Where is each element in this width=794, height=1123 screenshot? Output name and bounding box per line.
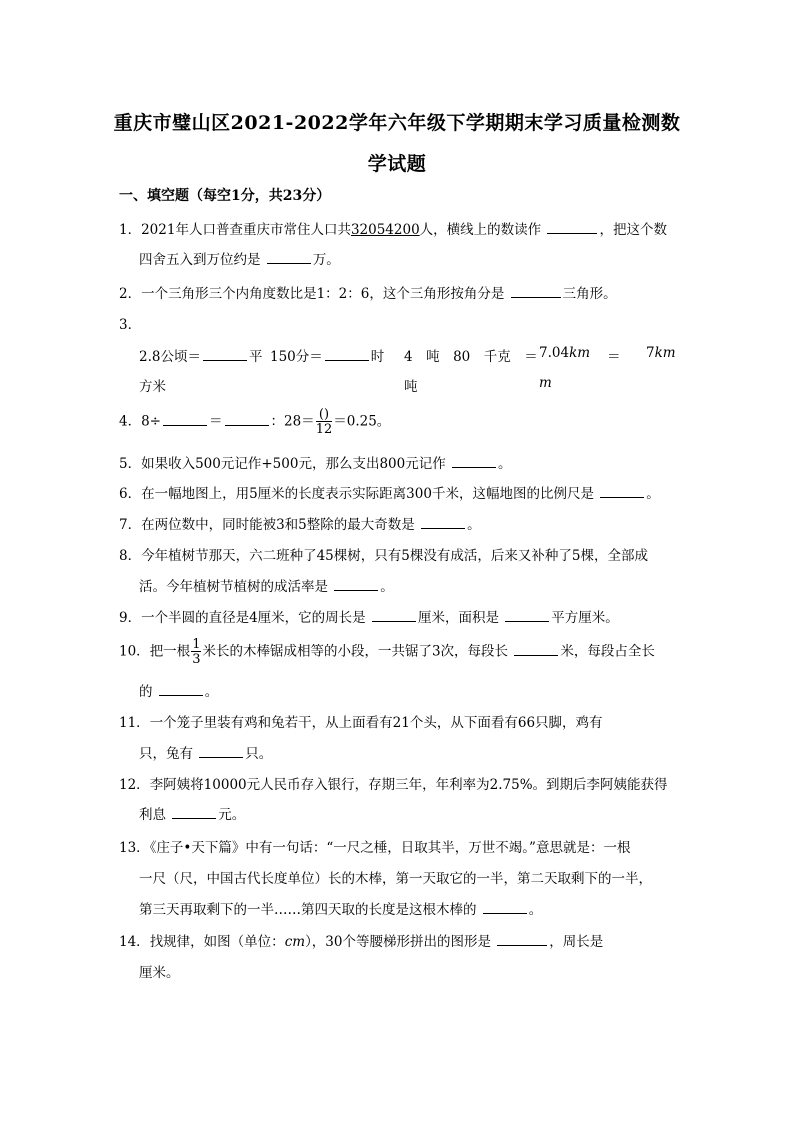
question-number: 1． (119, 222, 142, 238)
question-number: 9． (119, 610, 142, 626)
question-14-cont: 厘米。 (139, 965, 180, 981)
answer-blank[interactable] (452, 453, 496, 468)
page-title-line1: 重庆市璧山区2021-2022学年六年级下学期期末学习质量检测数 (113, 112, 681, 134)
answer-blank[interactable] (421, 514, 465, 529)
question-3a: 2.8公顷＝ 平 (139, 345, 262, 365)
question-number: 14． (119, 934, 150, 950)
answer-blank[interactable] (372, 607, 416, 622)
question-number: 5． (119, 456, 142, 472)
answer-blank[interactable] (172, 804, 216, 819)
question-number: 6． (119, 486, 142, 502)
question-number: 12． (119, 777, 150, 793)
question-8: 8．今年植树节那天，六二班种了45棵树，只有5棵没有成活，后来又补种了5棵，全部成 (119, 548, 648, 564)
question-3c: 4 吨 80 千克 ＝ (404, 349, 538, 365)
answer-blank[interactable] (199, 743, 243, 758)
question-12-cont: 利息 元。 (139, 803, 245, 823)
question-number: 8． (119, 548, 142, 564)
question-10: 10．把一根 $\frac{1}{3}$ 米长的木棒锯成相等的小段，一共锯了3次，每段长 米，每段占全长 (119, 637, 655, 667)
question-3-number: 3． (119, 317, 142, 333)
answer-blank[interactable] (334, 576, 378, 591)
question-3c-unit: 吨 (404, 379, 418, 395)
answer-blank[interactable] (325, 346, 369, 361)
underlined-number: 32054200 (350, 222, 420, 238)
question-5: 5．如果收入500元记作+500元，那么支出800元记作 。 (119, 452, 512, 472)
answer-blank[interactable] (225, 411, 269, 426)
question-3a-unit: 方米 (139, 379, 166, 395)
question-14: 14．找规律，如图（单位：cm），30个等腰梯形拼出的图形是 ，周长是 (119, 930, 603, 950)
question-13: 13．《庄子•天下篇》中有一句话：“一尺之棰，日取其半，万世不竭。”意思就是：一根 (119, 840, 631, 856)
question-number: 4． (119, 413, 142, 430)
answer-blank[interactable] (159, 681, 203, 696)
question-3d-eq: ＝ (607, 349, 621, 365)
page-title-line2: 学试题 (367, 153, 427, 175)
question-3b: 150分＝ 时 (270, 345, 384, 365)
question-number: 11． (119, 715, 150, 731)
answer-blank[interactable] (497, 931, 547, 946)
answer-blank[interactable] (203, 346, 247, 361)
section-heading: 一、填空题（每空1分，共23分） (119, 188, 331, 204)
question-3d-unit: m (539, 375, 552, 391)
question-number: 13． (119, 840, 150, 856)
answer-blank[interactable] (600, 483, 644, 498)
question-10-cont: 的 。 (139, 680, 218, 700)
question-11: 11．一个笼子里装有鸡和兔若干，从上面看有21个头，从下面看有66只脚，鸡有 (119, 715, 603, 731)
question-6: 6．在一幅地图上，用5厘米的长度表示实际距离300千米，这幅地图的比例尺是 。 (119, 482, 660, 502)
answer-blank[interactable] (505, 607, 549, 622)
question-2: 2．一个三角形三个内角度数比是1：2：6，这个三角形按角分是 三角形。 (119, 282, 617, 302)
answer-blank[interactable] (547, 219, 597, 234)
question-4: 4．8÷ ＝ ：28＝ $\frac{()}{12}$ ＝0.25。 (119, 407, 391, 437)
question-1: 1．2021年人口普查重庆市常住人口共32054200人，横线上的数读作 ，把这个数 (119, 218, 667, 238)
question-12: 12．李阿姨将10000元人民币存入银行，存期三年，年利率为2.75%。到期后李阿姨能获得 (119, 777, 668, 793)
question-number: 2． (119, 286, 142, 302)
fraction: $\frac{()}{12}$ (315, 407, 333, 437)
question-number: 10． (119, 643, 150, 660)
question-13-cont2: 第三天再取剩下的一半……第四天取的长度是这根木棒的 。 (139, 898, 542, 918)
question-3d-value: 7km (646, 345, 676, 361)
question-7: 7．在两位数中，同时能被3和5整除的最大奇数是 。 (119, 513, 481, 533)
answer-blank[interactable] (267, 249, 311, 264)
question-11-cont: 只，兔有 只。 (139, 742, 272, 762)
answer-blank[interactable] (511, 283, 561, 298)
answer-blank[interactable] (483, 899, 527, 914)
question-1-cont: 四舍五入到万位约是 万。 (139, 248, 340, 268)
question-3d: 7.04km (539, 345, 591, 361)
question-9: 9．一个半圆的直径是4厘米，它的周长是 厘米，面积是 平方厘米。 (119, 606, 619, 626)
question-13-cont1: 一尺（尺，中国古代长度单位）长的木棒，第一天取它的一半，第二天取剩下的一半， (139, 871, 652, 887)
fraction: $\frac{1}{3}$ (192, 637, 201, 667)
answer-blank[interactable] (163, 411, 207, 426)
question-number: 7． (119, 517, 142, 533)
answer-blank[interactable] (514, 641, 558, 656)
question-8-cont: 活。今年植树节植树的成活率是 。 (139, 575, 394, 595)
